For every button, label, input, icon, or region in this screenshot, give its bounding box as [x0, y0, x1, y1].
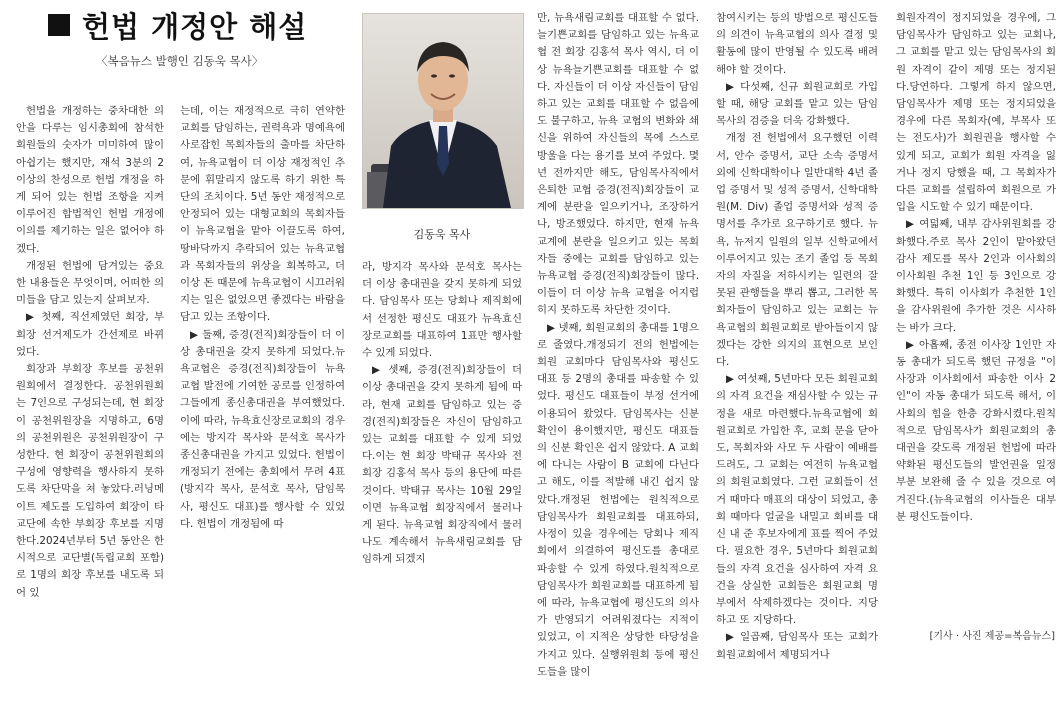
paragraph: 개정된 헌법에 담겨있는 중요한 내용들은 무엇이며, 어떠한 의미들을 담고 있는지 살펴보자.: [16, 259, 164, 307]
photo-credit: [기사 · 사진 제공=복음뉴스]: [929, 631, 1055, 642]
title-text: 헌법 개정안 해설: [82, 9, 308, 44]
paragraph: 회장과 부회장 후보를 공천위원회에서 결정한다. 공천위원회는 7인으로 구성되는데, 현 회장이 공천위원장을 지명하고, 6명의 공천위원은 공천위원장이 구성한다. 현 회장이 공천위원회의 구성에 영향력을 행사하지 못하도록 차단막을 쳐 놓았다.러닝메이트 제도를 도입하여 회장이 타 교단에 속한 부회장 후보를 지명한다.2024년부터 5년 동안은 한시적으로 교단별(독립교회 포함)로 1명의 회장 후보를 내도록 되어 있: [16, 363, 164, 599]
black-square-icon: [48, 14, 70, 36]
paragraph: ▶ 아홉째, 종전 이사장 1인만 자동 총대가 되도록 했던 규정을 "이사장과 이사회에서 파송한 이사 2인"이 자동 총대가 되도록 해서, 이사회의 힘을 한층 강화시켰다.원칙적으로 담임목사가 회원교회의 총대권을 갖도록 개정된 헌법에 따라 약화된 평신도들의 발언권을 일정 부분 보완해 줄 수 있을 것으로 여겨진다.(뉴욕교협의 이사들은 대부분 평신도들이다.: [896, 338, 1056, 523]
paragraph: ▶ 다섯째, 신규 회원교회로 가입할 때, 해당 교회를 맡고 있는 담임목사의 검증을 더욱 강화했다.: [716, 80, 878, 128]
paragraph: ▶ 여덟째, 내부 감사위원회를 강화했다.주로 목사 2인이 맡아왔던 감사 제도를 목사 2인과 이사회의 이사회원 추천 1인 등 3인으로 강화했다. 특히 이사회가 추천한 1인을 감사위원에 추가한 것은 시사하는 바가 크다.: [896, 218, 1056, 334]
portrait-icon: [363, 14, 523, 208]
article-column-3: [362, 259, 522, 569]
paragraph: 만, 뉴욕새림교회를 대표할 수 없다. 늘기쁜교회를 담임하고 있는 뉴욕교협 전 회장 김홍석 목사 역시, 더 이상 뉴욕늘기쁜교회를 대표할 수 없다. 자신들이 더 이상 자신들이 담임하고 있는 교회를 대표할 수 없음에도 불구하고, 뉴욕 교협의 변화와 쇄신을 위하여 자신들의 목에 스스로 방울을 다는 용기를 보여 주었다. 몇 년 전까지만 해도, 담임목사직에서 은퇴한 교협 증경(전직)회장들이 교계에 분란을 일으키거나, 조장하거나, 방조했었다. 하지만, 현재 뉴욕 교계에 분란을 일으키고 있는 목회자들 중에는 교회를 담임하고 있는 뉴욕교협 증경(전직)회장들이 많다. 이들이 더 이상 뉴욕 교협을 어지럽히지 못하도록 차단한 것이다.: [537, 12, 699, 317]
paragraph: 헌법을 개정하는 중차대한 의안을 다루는 임시총회에 참석한 회원들의 숫자가 미미하여 많이 아쉽기는 했지만, 재석 3분의 2 이상의 찬성으로 헌법 개정을 하게 되어 있는 헌법 조항을 지켜 이루어진 합법적인 헌법 개정에 이의를 제기하는 일은 없어야 하겠다.: [16, 105, 164, 255]
paragraph: ▶ 넷째, 회원교회의 총대를 1명으로 줄였다.개정되기 전의 헌법에는 회원 교회마다 담임목사와 평신도 대표 등 2명의 총대를 파송할 수 있었다. 평신도 대표들이 부정 선거에 이용되어 왔었다. 담임목사는 신분 확인이 용이했지만, 평신도 대표들의 신분 확인은 쉽지 않았다. A 교회에 다니는 사람이 B 교회에 다닌다고 해도, 이를 적발해 내긴 쉽지 않았다.개정된 헌법에는 원칙적으로 담임목사가 회원교회를 대표하되, 사정이 있을 경우에는 당회나 제직회에서 의결하여 평신도를 총대로 파송할 수 있게 하였다.원칙적으로 담임목사가 회원교회를 대표하게 됨에 따라, 뉴욕교협에 평신도의 의사가 반영되기 어려워졌다는 지적이 있었고, 이 지적은 상당한 타당성을 가지고 있다. 실행위원회 등에 평신도들을 많이: [537, 321, 699, 678]
paragraph: ▶ 둘째, 증경(전직)회장들이 더 이상 총대권을 갖지 못하게 되었다.뉴욕교협은 증경(전직)회장들이 뉴욕교협 발전에 기여한 공로를 인정하여 그들에게 종신총대권을 부여했었다. 이에 따라, 뉴욕효신장로교회의 경우에는 방지각 목사와 문석호 목사가 종신총대권을 가지고 있었다. 헌법이 개정되기 전에는 총회에서 무려 4표(방지각 목사, 문석호 목사, 담임목사, 평신도 대표)를 행사할 수 있었다. 헌법이 개정됨에 따: [180, 328, 345, 530]
paragraph: ▶ 셋째, 증경(전직)회장들이 더 이상 총대권을 갖지 못하게 됨에 따라, 현재 교회를 담임하고 있는 증경(전직)회장들은 자신이 담임하고 있는 교회를 대표할 수 있게 되었다.이는 현 회장 박태규 목사와 전 회장 김홍석 목사 등의 용단에 따른 것이다. 박태규 목사는 10월 29일이면 뉴욕교협 회장직에서 물러나게 된다. 뉴욕교협 회장직에서 물러나도 계속해서 뉴욕새림교회를 담임하게 되겠지: [362, 364, 522, 566]
byline: 〈복음뉴스 발행인 김동욱 목사〉: [96, 54, 264, 68]
paragraph: 는데, 이는 재정적으로 극히 연약한 교회를 담임하는, 권력욕과 명예욕에 사로잡힌 목회자들의 출마를 차단하여, 뉴욕교협이 더 이상 재정적인 추문에 휘말리지 않도록 하기 위한 특단의 조치이다. 5년 동안 재정적으로 안정되어 있는 대형교회의 목회자들이 뉴욕교협을 맡아 이끌도록 하여, 땅바닥까지 추락되어 있는 뉴욕교협과 목회자들의 위상을 회복하고, 더 이상 돈 때문에 뉴욕교협이 시끄러워지는 일은 없었으면 좋겠다는 바람을 담고 있는 조항이다.: [180, 105, 345, 324]
article-column-4: [537, 10, 699, 681]
paragraph: 회원자격이 정지되었을 경우에, 그 담임목사가 담임하고 있는 교회나, 그 교회를 맡고 있는 담임목사의 회원 자격이 같이 제명 또는 정지된다.당연하다. 그렇게 하지 않으면, 담임목사가 제명 또는 정지되었을 경우에 다른 목회자(예, 부목사 또는 전도사)가 회원권을 행사할 수 있게 되고, 교회가 회원 자격을 잃거나 정지 당했을 때, 그 목회자가 다른 교회를 설립하여 회원으로 가입을 시도할 수 있기 때문이다.: [896, 12, 1056, 214]
article-title: [48, 6, 307, 44]
paragraph: ▶ 첫째, 직선제였던 회장, 부회장 선거제도가 간선제로 바뀌었다.: [16, 311, 164, 358]
paragraph: ▶ 여섯째, 5년마다 모든 회원교회의 자격 요건을 재심사할 수 있는 규정을 새로 마련했다.뉴욕교협에 회원교회로 가입한 후, 교회 문을 닫아도, 목회자와 사모 두 사람이 예배를 드려도, 그 교회는 여전히 뉴욕교협의 회원교회였다. 그런 교회들이 선거 때마다 매표의 대상이 되었고, 총회 때마다 얼굴을 내밀고 회비를 대신 내 준 후보자에게 표를 찍어 주었다. 필요한 경우, 5년마다 회원교회들의 자격 요건을 심사하여 자격 요건을 상실한 교회들은 회원교회 명부에서 삭제하겠다는 것이다. 지당하고 또 지당하다.: [716, 373, 878, 627]
article-column-6: [896, 10, 1056, 526]
article-column-2: [180, 103, 345, 533]
paragraph: 라, 방지각 목사와 문석호 목사는 더 이상 총대권을 갖지 못하게 되었다. 담임목사 또는 당회나 제직회에서 선정한 평신도 대표가 뉴욕효신장로교회를 대표하여 1표만 행사할 수 있게 되었다.: [362, 261, 522, 360]
paragraph: 참여시키는 등의 방법으로 평신도들의 의견이 뉴욕교협의 의사 결정 및 활동에 많이 반영될 수 있도록 배려해야 할 것이다.: [716, 12, 878, 76]
paragraph: ▶ 일곱째, 담임목사 또는 교회가 회원교회에서 제명되거나: [716, 631, 878, 661]
author-photo: [362, 13, 524, 209]
article-column-1: [16, 103, 164, 602]
paragraph: 개정 전 헌법에서 요구했던 이력서, 안수 증명서, 교단 소속 증명서 외에 신학대학이나 일반대학 4년 졸업 증명서 및 성적 증명서, 신학대학원(M. Div) 졸업 증명서와 성적 증명서를 추가로 요구하기로 했다. 뉴욕, 뉴저지 일원의 일부 신학교에서 이루어지고 있는 조기 졸업 등 목회자의 자질을 저하시키는 일련의 잘못된 관행들을 뿌리 뽑고, 그러한 목회자들이 담임하고 있는 교회는 뉴욕교협의 회원교회로 받아들이지 않겠다는 강한 의지의 표현으로 보인다.: [716, 132, 878, 369]
article-column-5: [716, 10, 878, 664]
photo-caption: 김동욱 목사: [413, 228, 471, 241]
